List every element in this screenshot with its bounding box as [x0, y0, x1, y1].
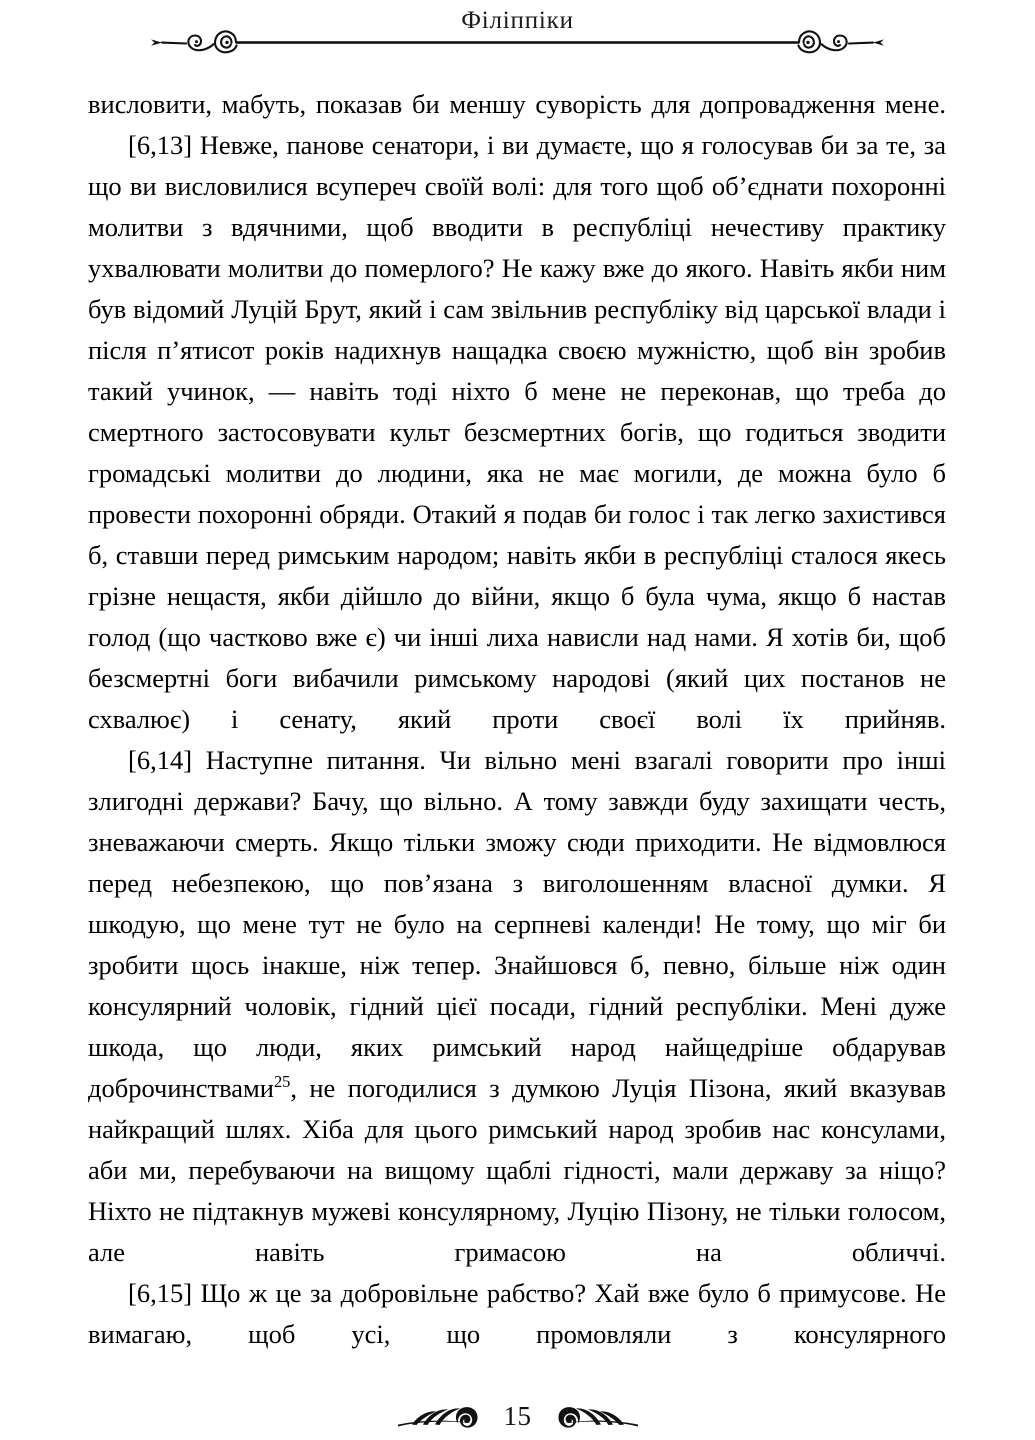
leaf-spiral-flourish-icon-right: [548, 1399, 640, 1433]
paragraph-6-15: [6,15] Що ж це за добровільне рабство? Хай вже було б примусове. Не вимагаю, щоб усі, що промовляли з консулярного: [88, 1278, 946, 1349]
footnote-marker-25[interactable]: 25: [273, 1072, 291, 1092]
page-number: 15: [503, 1401, 532, 1431]
page-text-block: [88, 84, 946, 1355]
header-ornamental-rule: [96, 28, 939, 58]
running-header-title: Філіппіки: [461, 7, 574, 34]
paragraph-6-14-text-after-footnote: , не погодилися з думкою Луція Пізона, який вказував найкращий шлях. Хіба для цього римський народ зробив нас консулами, аби ми, перебуваючи на вищому щаблі гідності, мали державу за ніщо? Ніхто не підтакнув мужеві консулярному, Луцію Пізону, не тільки голосом, але навіть гримасою на обличчі.: [88, 1073, 946, 1267]
page-header: [0, 0, 1035, 62]
paragraph-6-13: [6,13] Невже, панове сенатори, і ви думаєте, що я голосував би за те, за що ви висловилися всупереч своїй волі: для того щоб об’єднати похоронні молитви з вдячними, щоб вводити в республіці нечестиву практику ухвалювати молитви до померлого? Не кажу вже до якого. Навіть якби ним був відомий Луцій Брут, який і сам звільнив республіку від царської влади і після п’ятисот років надихнув нащадка своєю мужністю, щоб він зробив такий учинок, — навіть тоді ніхто б мене не переконав, що треба до смертного застосовувати культ безсмертних богів, що годиться зводити громадські молитви до людини, яка не має могили, де можна було б провести похоронні обряди. Отакий я подав би голос і так легко захистився б, ставши перед римським народом; навіть якби в республіці сталося якесь грізне нещастя, якби дійшло до війни, якщо б була чума, якщо б настав голод (що частково вже є) чи інші лиха нависли над нами. Я хотів би, щоб безсмертні боги вибачили римському народові (який цих постанов не схвалює) і сенату, який проти своєї волі їх прийняв.: [88, 130, 946, 734]
paragraph-6-14-text-before-footnote: [6,14] Наступне питання. Чи вільно мені взагалі говорити про інші злигодні держави? Бачу, що вільно. А тому завжди буду захищати честь, зневажаючи смерть. Якщо тільки зможу сюди приходити. Не відмовлюся перед небезпекою, що пов’язана з виголошенням власної думки. Я шкодую, що мене тут не було на серпневі календи! Не тому, що міг би зробити щось інакше, ніж тепер. Знайшовся б, певно, більше ніж один консулярний чоловік, гідний цієї посади, гідний республіки. Мені дуже шкода, що люди, яких римський народ найщедріше обдарував доброчинствами: [88, 745, 946, 1103]
paragraph-continued: висловити, мабуть, показав би меншу суворість для допровадження мене.: [88, 89, 946, 119]
leaf-spiral-flourish-icon-left: [396, 1399, 488, 1433]
scroll-flourish-rule-icon: [96, 28, 939, 58]
paragraph-6-14: [88, 740, 946, 1273]
page-footer: [0, 1392, 1035, 1440]
